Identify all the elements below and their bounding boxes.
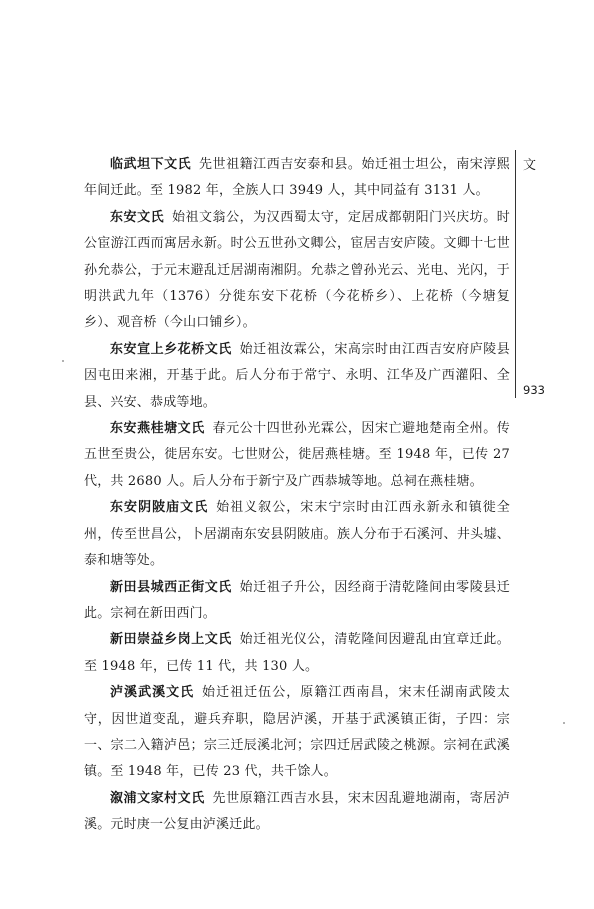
clan-entry: [84, 627, 510, 680]
clan-entry: [84, 495, 510, 574]
clan-name: 新田县城西正街文氏: [110, 579, 232, 595]
scan-speck: [563, 722, 565, 724]
clan-name: 东安阴陂庙文氏: [110, 500, 209, 516]
page-number: 933: [523, 383, 545, 397]
clan-entry: [84, 786, 510, 839]
clan-name: 东安燕桂塘文氏: [110, 421, 205, 437]
clan-name: 溆浦文家村文氏: [110, 790, 205, 806]
clan-description: 始迁祖光仪公，清乾隆间因避乱由宜章迁此。至 1948 年，已传 11 代，共 130 人。: [84, 632, 510, 674]
clan-description: 春元公十四世孙光霖公，因宋亡避地楚南全州。传五世至贵公，徙居东安。七世财公，徙居燕桂塘。至 1948 年，已传 27 代，共 2680 人。后人分布于新宁及广西恭城等地。总祠在燕桂塘。: [84, 421, 510, 489]
scan-speck: [62, 360, 64, 362]
clan-entry: [84, 680, 510, 786]
clan-description: 始迁祖汝霖公，宋高宗时由江西吉安府庐陵县因屯田来湘，开基于此。后人分布于常宁、永明、江华及广西灌阳、全县、兴安、恭成等地。: [84, 341, 510, 410]
clan-name: 泸溪武溪文氏: [110, 685, 195, 701]
clan-entry: [84, 575, 510, 628]
text-body: [84, 152, 510, 839]
clan-description: 始祖义叙公，宋末宁宗时由江西永新永和镇徙全州，传至世昌公，卜居湖南东安县阴陂庙。族人分布于石溪河、井头墟、泰和塘等处。: [84, 500, 510, 569]
clan-entry: [84, 205, 510, 337]
clan-entry: [84, 152, 510, 205]
margin-section-label: 文: [523, 158, 537, 173]
clan-description: 始迁祖迁伍公，原籍江西南昌，宋末任湖南武陵太守，因世道变乱，避兵弃职，隐居泸溪，开基于武溪镇正街，子四：宗一、宗二入籍泸邑；宗三迁辰溪北河；宗四迁居武陵之桃源。宗祠在武溪镇。至 1948 年，已传 23 代，共千馀人。: [84, 685, 511, 780]
clan-entry: [84, 337, 510, 416]
margin-rule: [515, 150, 516, 398]
clan-description: 先世祖籍江西吉安泰和县。始迁祖士坦公，南宋淳熙年间迁此。至 1982 年，全族人口 3949 人，其中同益有 3131 人。: [84, 157, 510, 199]
clan-name: 临武坦下文氏: [110, 157, 192, 172]
clan-name: 东安文氏: [110, 209, 165, 225]
clan-description: 先世原籍江西吉水县，宋末因乱避地湖南，寄居泸溪。元时庚一公复由泸溪迁此。: [84, 790, 510, 833]
clan-name: 新田崇益乡岗上文氏: [110, 632, 232, 648]
clan-description: 始迁祖子升公，因经商于清乾隆间由零陵县迁此。宗祠在新田西门。: [84, 579, 510, 621]
clan-entry: [84, 416, 510, 495]
clan-name: 东安宣上乡花桥文氏: [110, 341, 232, 357]
clan-description: 始祖文翁公，为汉西蜀太守，定居成都朝阳门兴庆坊。时公宦游江西而寓居永新。时公五世孙文卿公，宦居吉安庐陵。文卿十七世孙允恭公，于元末避乱迁居湖南湘阴。允恭之曾孙光云、光电、光闪，于明洪武九年（1376）分徙东安下花桥（今花桥乡）、上花桥（今塘复乡）、观音桥（今山口铺乡）。: [84, 209, 510, 331]
